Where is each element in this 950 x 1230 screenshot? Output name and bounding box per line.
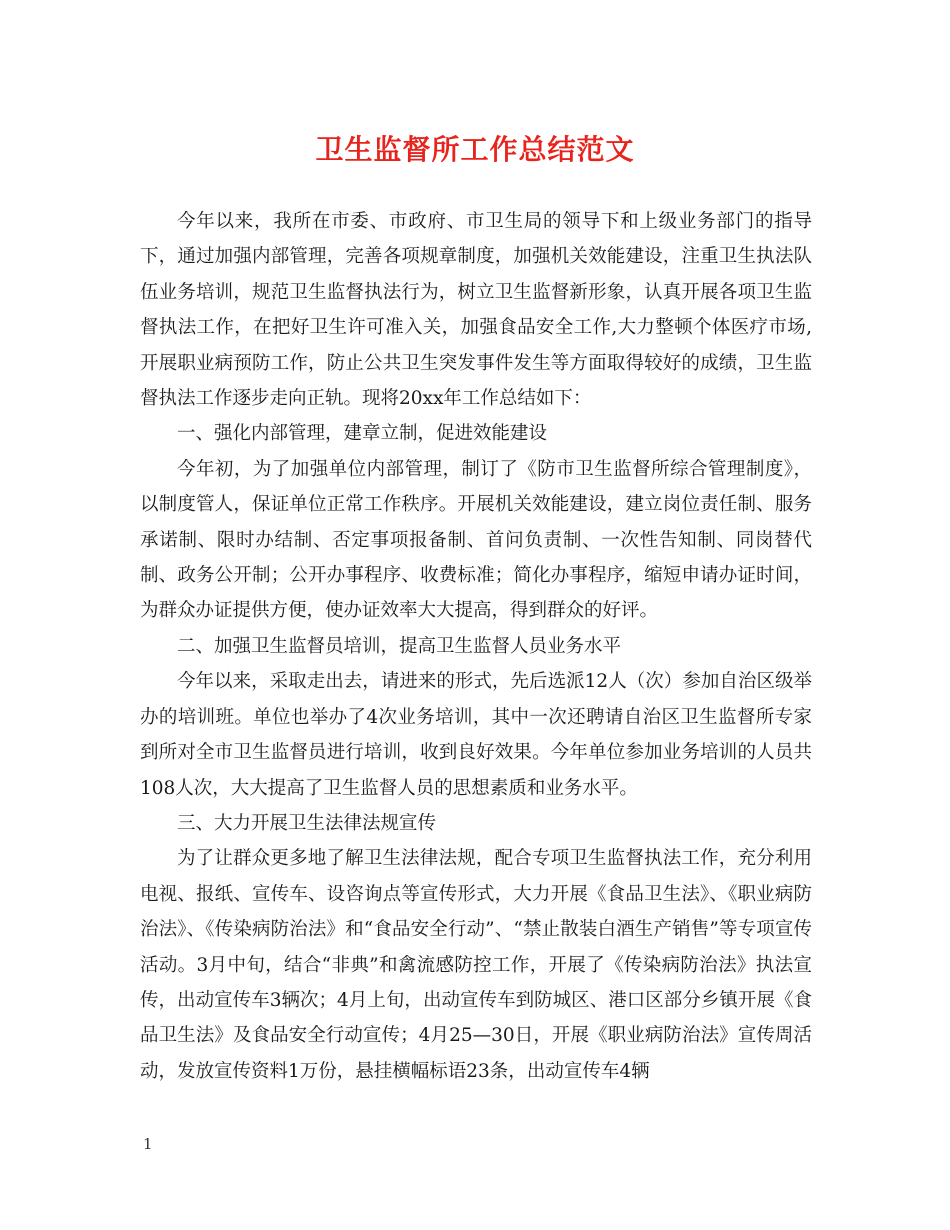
section-heading-2: 二、加强卫生监督员培训，提高卫生监督人员业务水平	[177, 635, 622, 657]
document-body	[140, 204, 812, 1089]
document-title: 卫生监督所工作总结范文	[315, 133, 635, 166]
paragraph-section-3: 为了让群众更多地了解卫生法律法规，配合专项卫生监督执法工作，充分利用电视、报纸、宣传车、设咨询点等宣传形式，大力开展《食品卫生法》、《职业病防治法》、《传染病防治法》和“食品安全行动”、“禁止散装白酒生产销售”等专项宣传活动。3月中旬，结合“非典”和禽流感防控工作，开展了《传染病防治法》执法宣传，出动宣传车3辆次；4月上旬，出动宣传车到防城区、港口区部分乡镇开展《食品卫生法》及食品安全行动宣传；4月25—30日，开展《职业病防治法》宣传周活动，发放宣传资料1万份，悬挂横幅标语23条，出动宣传车4辆	[140, 848, 812, 1082]
paragraph-section-1: 今年初，为了加强单位内部管理，制订了《防市卫生监督所综合管理制度》，以制度管人，保证单位正常工作秩序。开展机关效能建设，建立岗位责任制、服务承诺制、限时办结制、否定事项报备制、首问负责制、一次性告知制、同岗替代制、政务公开制；公开办事程序、收费标准；简化办事程序，缩短申请办证时间，为群众办证提供方便，使办证效率大大提高，得到群众的好评。	[140, 458, 812, 622]
section-heading-3: 三、大力开展卫生法律法规宣传	[177, 812, 437, 834]
paragraph-section-2: 今年以来，采取走出去，请进来的形式，先后选派12人（次）参加自治区级举办的培训班。单位也举办了4次业务培训，其中一次还聘请自治区卫生监督所专家到所对全市卫生监督员进行培训，收到良好效果。今年单位参加业务培训的人员共108人次，大大提高了卫生监督人员的思想素质和业务水平。	[140, 671, 812, 799]
page-number: 1	[143, 1135, 153, 1153]
paragraph-intro: 今年以来，我所在市委、市政府、市卫生局的领导下和上级业务部门的指导下，通过加强内部管理，完善各项规章制度，加强机关效能建设，注重卫生执法队伍业务培训，规范卫生监督执法行为，树立卫生监督新形象，认真开展各项卫生监督执法工作，在把好卫生许可准入关，加强食品安全工作,大力整顿个体医疗市场,开展职业病预防工作，防止公共卫生突发事件发生等方面取得较好的成绩，卫生监督执法工作逐步走向正轨。现将20xx年工作总结如下：	[140, 211, 812, 410]
section-heading-1: 一、强化内部管理，建章立制，促进效能建设	[177, 423, 548, 445]
